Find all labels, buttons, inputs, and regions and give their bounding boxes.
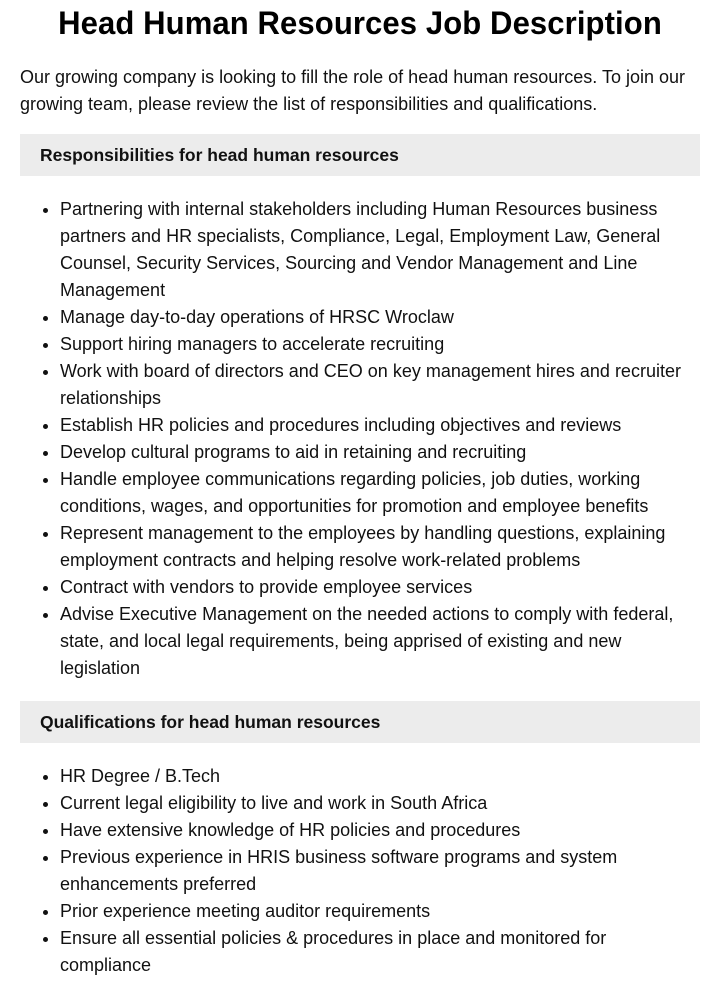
list-item: • Develop cultural programs to aid in retaining and recruiting: [60, 439, 700, 466]
list-item: • Contract with vendors to provide employee services: [60, 574, 700, 601]
list-item: • Have extensive knowledge of HR policies and procedures: [60, 817, 700, 844]
list-item: • Represent management to the employees by handling questions, explaining employment contracts and helping resolve work-related problems: [60, 520, 700, 574]
list-item: • Work with board of directors and CEO on key management hires and recruiter relationships: [60, 358, 700, 412]
list-item: • Manage day-to-day operations of HRSC Wroclaw: [60, 304, 700, 331]
list-item: • Advise Executive Management on the needed actions to comply with federal, state, and local legal requirements, being apprised of existing and new legislation: [60, 601, 700, 682]
list-item: • Establish HR policies and procedures including objectives and reviews: [60, 412, 700, 439]
qualifications-header: Qualifications for head human resources: [20, 701, 700, 743]
list-item: • Ensure all essential policies & procedures in place and monitored for compliance: [60, 925, 700, 979]
list-item: • Partnering with internal stakeholders including Human Resources business partners and HR specialists, Compliance, Legal, Employment Law, General Counsel, Security Services, Sourcing and Vendor Management and Line Management: [60, 196, 700, 304]
list-item: • Prior experience meeting auditor requirements: [60, 898, 700, 925]
responsibilities-header: Responsibilities for head human resources: [20, 134, 700, 176]
list-item: • HR Degree / B.Tech: [60, 763, 700, 790]
list-item: • Support hiring managers to accelerate recruiting: [60, 331, 700, 358]
intro-paragraph: Our growing company is looking to fill the role of head human resources. To join our growing team, please review the list of responsibilities and qualifications.: [20, 67, 686, 114]
list-item: • Previous experience in HRIS business software programs and system enhancements preferred: [60, 844, 700, 898]
list-item: • Handle employee communications regarding policies, job duties, working conditions, wages, and opportunities for promotion and employee benefits: [60, 466, 700, 520]
list-item: • Current legal eligibility to live and work in South Africa: [60, 790, 700, 817]
page-title: Head Human Resources Job Description: [58, 5, 662, 41]
responsibilities-list: [20, 196, 700, 682]
qualifications-list: [20, 763, 700, 979]
